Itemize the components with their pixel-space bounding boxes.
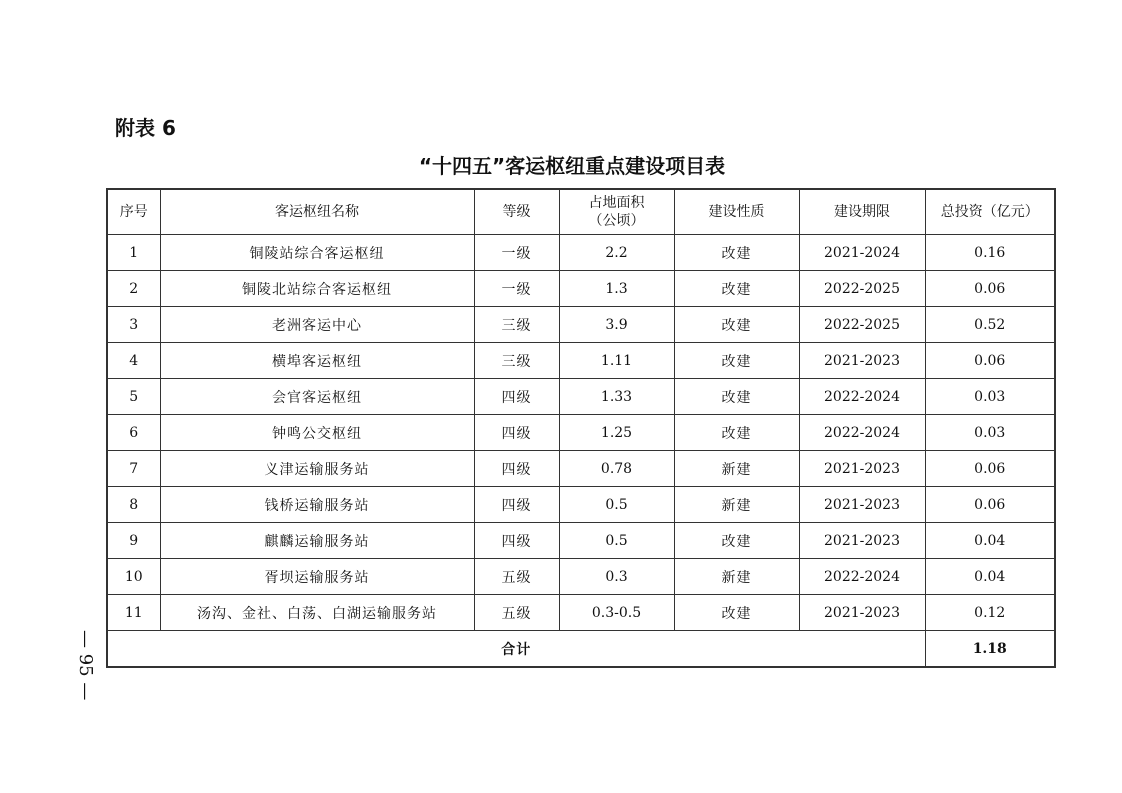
- cell-nature: 改建: [674, 271, 799, 307]
- cell-area: 0.3-0.5: [559, 595, 674, 631]
- cell-nature: 改建: [674, 307, 799, 343]
- cell-investment: 0.03: [925, 379, 1055, 415]
- header-investment: 总投资（亿元）: [925, 189, 1055, 235]
- cell-grade: 三级: [474, 343, 559, 379]
- cell-period: 2021-2023: [799, 343, 925, 379]
- cell-area: 0.3: [559, 559, 674, 595]
- cell-investment: 0.04: [925, 559, 1055, 595]
- cell-no: 9: [107, 523, 160, 559]
- cell-investment: 0.06: [925, 343, 1055, 379]
- header-row: [107, 189, 1055, 235]
- total-investment: 1.18: [925, 631, 1055, 668]
- cell-grade: 四级: [474, 487, 559, 523]
- cell-area: 3.9: [559, 307, 674, 343]
- cell-nature: 改建: [674, 235, 799, 271]
- cell-name: 老洲客运中心: [160, 307, 474, 343]
- cell-no: 3: [107, 307, 160, 343]
- cell-name: 铜陵北站综合客运枢纽: [160, 271, 474, 307]
- cell-name: 铜陵站综合客运枢纽: [160, 235, 474, 271]
- cell-period: 2022-2025: [799, 271, 925, 307]
- cell-no: 1: [107, 235, 160, 271]
- cell-name: 钱桥运输服务站: [160, 487, 474, 523]
- cell-area: 2.2: [559, 235, 674, 271]
- cell-area: 1.33: [559, 379, 674, 415]
- table-row: [107, 271, 1055, 307]
- cell-area: 1.25: [559, 415, 674, 451]
- cell-nature: 改建: [674, 523, 799, 559]
- cell-area: 0.5: [559, 523, 674, 559]
- header-grade: 等级: [474, 189, 559, 235]
- header-nature: 建设性质: [674, 189, 799, 235]
- cell-nature: 新建: [674, 559, 799, 595]
- table-row: [107, 595, 1055, 631]
- header-area: [559, 189, 674, 235]
- table-row: [107, 343, 1055, 379]
- header-name: 客运枢纽名称: [160, 189, 474, 235]
- cell-name: 横埠客运枢纽: [160, 343, 474, 379]
- cell-nature: 新建: [674, 487, 799, 523]
- cell-investment: 0.06: [925, 451, 1055, 487]
- cell-area: 1.3: [559, 271, 674, 307]
- cell-investment: 0.04: [925, 523, 1055, 559]
- cell-investment: 0.03: [925, 415, 1055, 451]
- cell-period: 2021-2024: [799, 235, 925, 271]
- cell-no: 2: [107, 271, 160, 307]
- header-no: 序号: [107, 189, 160, 235]
- cell-period: 2022-2024: [799, 379, 925, 415]
- total-label: 合计: [107, 631, 925, 668]
- cell-no: 10: [107, 559, 160, 595]
- appendix-label: 附表 6: [115, 116, 176, 140]
- cell-no: 6: [107, 415, 160, 451]
- cell-investment: 0.06: [925, 271, 1055, 307]
- cell-nature: 改建: [674, 595, 799, 631]
- cell-period: 2022-2024: [799, 415, 925, 451]
- cell-grade: 四级: [474, 415, 559, 451]
- cell-grade: 四级: [474, 523, 559, 559]
- total-row: [107, 631, 1055, 668]
- table-row: [107, 235, 1055, 271]
- cell-area: 0.5: [559, 487, 674, 523]
- cell-name: 会官客运枢纽: [160, 379, 474, 415]
- table-row: [107, 415, 1055, 451]
- cell-grade: 一级: [474, 271, 559, 307]
- cell-period: 2021-2023: [799, 451, 925, 487]
- header-period: 建设期限: [799, 189, 925, 235]
- cell-name: 汤沟、金社、白荡、白湖运输服务站: [160, 595, 474, 631]
- header-area-line1: 占地面积: [588, 195, 645, 211]
- cell-grade: 一级: [474, 235, 559, 271]
- cell-nature: 改建: [674, 343, 799, 379]
- cell-period: 2021-2023: [799, 487, 925, 523]
- cell-grade: 五级: [474, 595, 559, 631]
- header-area-line2: （公顷）: [588, 213, 645, 229]
- cell-no: 7: [107, 451, 160, 487]
- cell-area: 0.78: [559, 451, 674, 487]
- table-row: [107, 559, 1055, 595]
- cell-no: 4: [107, 343, 160, 379]
- table-row: [107, 451, 1055, 487]
- cell-grade: 五级: [474, 559, 559, 595]
- cell-grade: 四级: [474, 379, 559, 415]
- cell-name: 义津运输服务站: [160, 451, 474, 487]
- table-row: [107, 379, 1055, 415]
- cell-name: 麒麟运输服务站: [160, 523, 474, 559]
- cell-period: 2022-2024: [799, 559, 925, 595]
- table-row: [107, 523, 1055, 559]
- cell-nature: 改建: [674, 415, 799, 451]
- cell-no: 11: [107, 595, 160, 631]
- cell-area: 1.11: [559, 343, 674, 379]
- cell-investment: 0.06: [925, 487, 1055, 523]
- cell-no: 8: [107, 487, 160, 523]
- cell-nature: 新建: [674, 451, 799, 487]
- project-table: [106, 188, 1056, 668]
- cell-name: 胥坝运输服务站: [160, 559, 474, 595]
- cell-grade: 三级: [474, 307, 559, 343]
- cell-nature: 改建: [674, 379, 799, 415]
- page-number: — 95 —: [75, 630, 96, 701]
- cell-investment: 0.16: [925, 235, 1055, 271]
- table-row: [107, 307, 1055, 343]
- cell-investment: 0.52: [925, 307, 1055, 343]
- cell-period: 2021-2023: [799, 523, 925, 559]
- cell-investment: 0.12: [925, 595, 1055, 631]
- cell-period: 2022-2025: [799, 307, 925, 343]
- table-title: “十四五”客运枢纽重点建设项目表: [418, 154, 726, 178]
- cell-period: 2021-2023: [799, 595, 925, 631]
- table-row: [107, 487, 1055, 523]
- cell-name: 钟鸣公交枢纽: [160, 415, 474, 451]
- cell-no: 5: [107, 379, 160, 415]
- cell-grade: 四级: [474, 451, 559, 487]
